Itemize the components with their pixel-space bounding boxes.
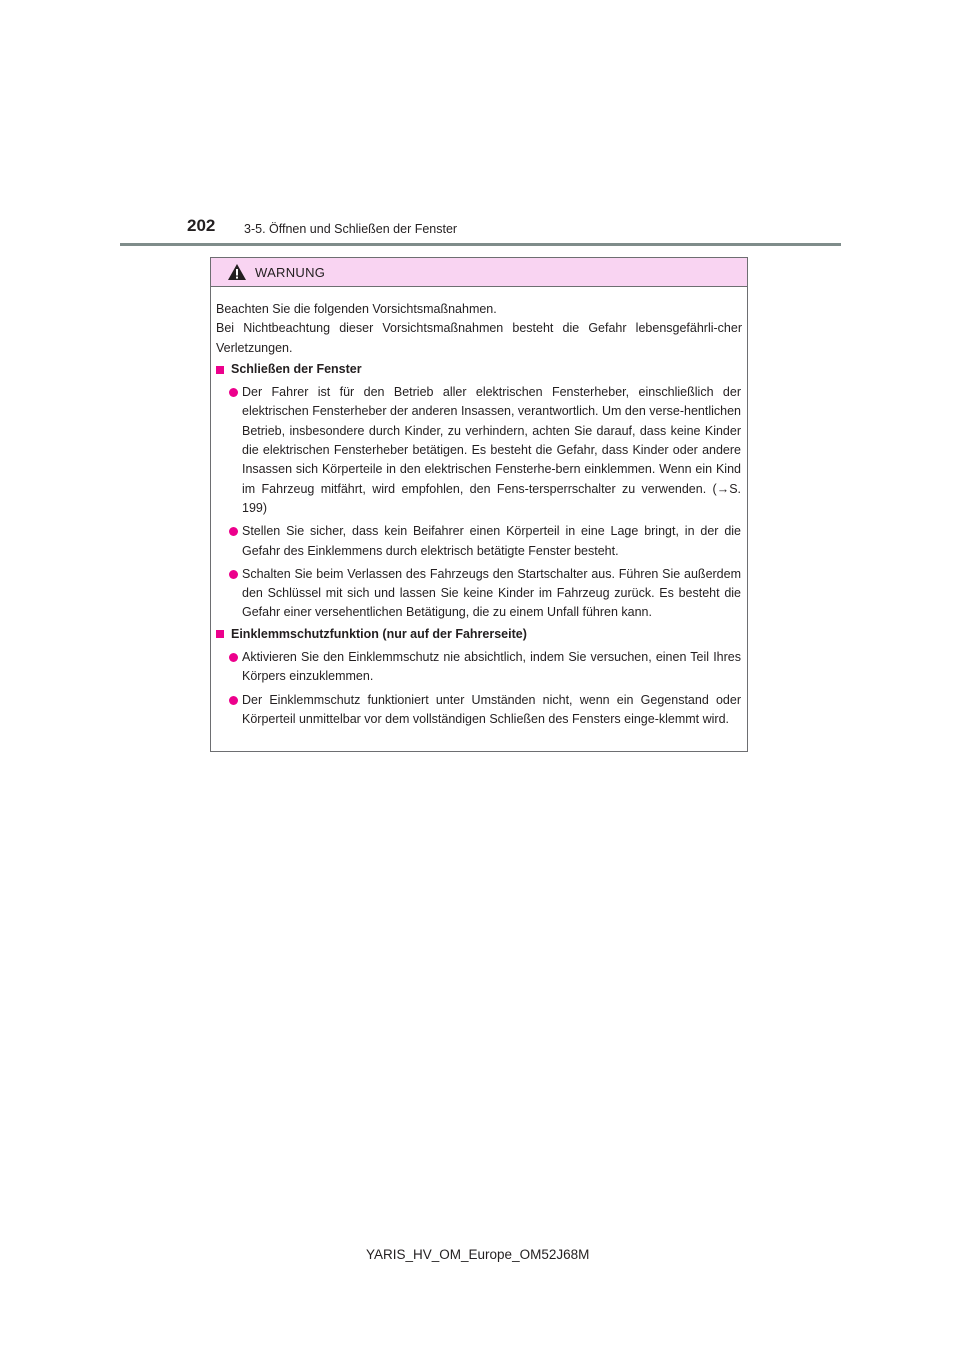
list-item [216,565,742,623]
header-divider [120,243,841,246]
list-item [216,522,742,561]
circle-bullet-icon [229,527,238,536]
list-item-text: Schalten Sie beim Verlassen des Fahrzeugs den Startschalter aus. Führen Sie außerdem den Schlüssel mit sich und lassen Sie keine Kinder im Fahrzeug zurück. Es besteht die Gefahr einer versehentlichen Betätigung, die zu einem Unfall führen kann. [242,566,741,620]
section-title: 3-5. Öffnen und Schließen der Fenster [244,222,458,236]
warning-triangle-icon [227,263,247,281]
list-item-text: Aktivieren Sie den Einklemmschutz nie absichtlich, indem Sie versuchen, einen Teil Ihres Körpers einzuklemmen. [242,650,741,684]
section-heading [216,625,742,644]
square-bullet-icon [216,630,224,638]
warning-box [210,257,748,752]
list-item-text: Der Fahrer ist für den Betrieb aller elektrischen Fensterheber, einschließlich der elektrischen Fensterheber der anderen Insassen, verantwortlich. Um den verse-hentlichen Betrieb, insbesondere durch Kinder, zu verhindern, achten Sie darauf, dass keine Kinder die elektrischen Fensterheber betätigen. Es besteht die Gefahr, dass Kinder oder andere Insassen sich Körperteile in den elektrischen Fensterhe-bern einklemmen. Wenn ein Kind im Fahrzeug mitfährt, wird empfohlen, den Fens-tersperrschalter zu verwenden. (→S. 199) [242,385,741,515]
list-item-text: Stellen Sie sicher, dass kein Beifahrer einen Körperteil in eine Lage bringt, in der die Gefahr des Einklemmens durch elektrisch betätigte Fenster besteht. [242,524,741,558]
list-item [216,691,742,730]
section-heading-text: Schließen der Fenster [231,361,362,376]
circle-bullet-icon [229,570,238,579]
list-item-text: Der Einklemmschutz funktioniert unter Umständen nicht, wenn ein Gegenstand oder Körperteil unmittelbar vor dem vollständigen Schließen des Fensters einge-klemmt wird. [242,692,741,726]
list-item [216,383,742,518]
section-heading-text: Einklemmschutzfunktion (nur auf der Fahrerseite) [231,626,527,641]
circle-bullet-icon [229,388,238,397]
intro-line: Beachten Sie die folgenden Vorsichtsmaßnahmen. [216,302,497,316]
document-code: YARIS_HV_OM_Europe_OM52J68M [366,1247,590,1262]
list-item [216,648,742,687]
circle-bullet-icon [229,696,238,705]
page-number: 202 [187,216,216,235]
warning-header [211,258,747,287]
circle-bullet-icon [229,653,238,662]
warning-body [211,287,747,729]
intro-line: Bei Nichtbeachtung dieser Vorsichtsmaßnahmen besteht die Gefahr lebensgefährli-cher Verletzungen. [216,321,742,355]
square-bullet-icon [216,366,224,374]
section-heading [216,360,742,379]
warning-title: WARNUNG [255,264,326,280]
